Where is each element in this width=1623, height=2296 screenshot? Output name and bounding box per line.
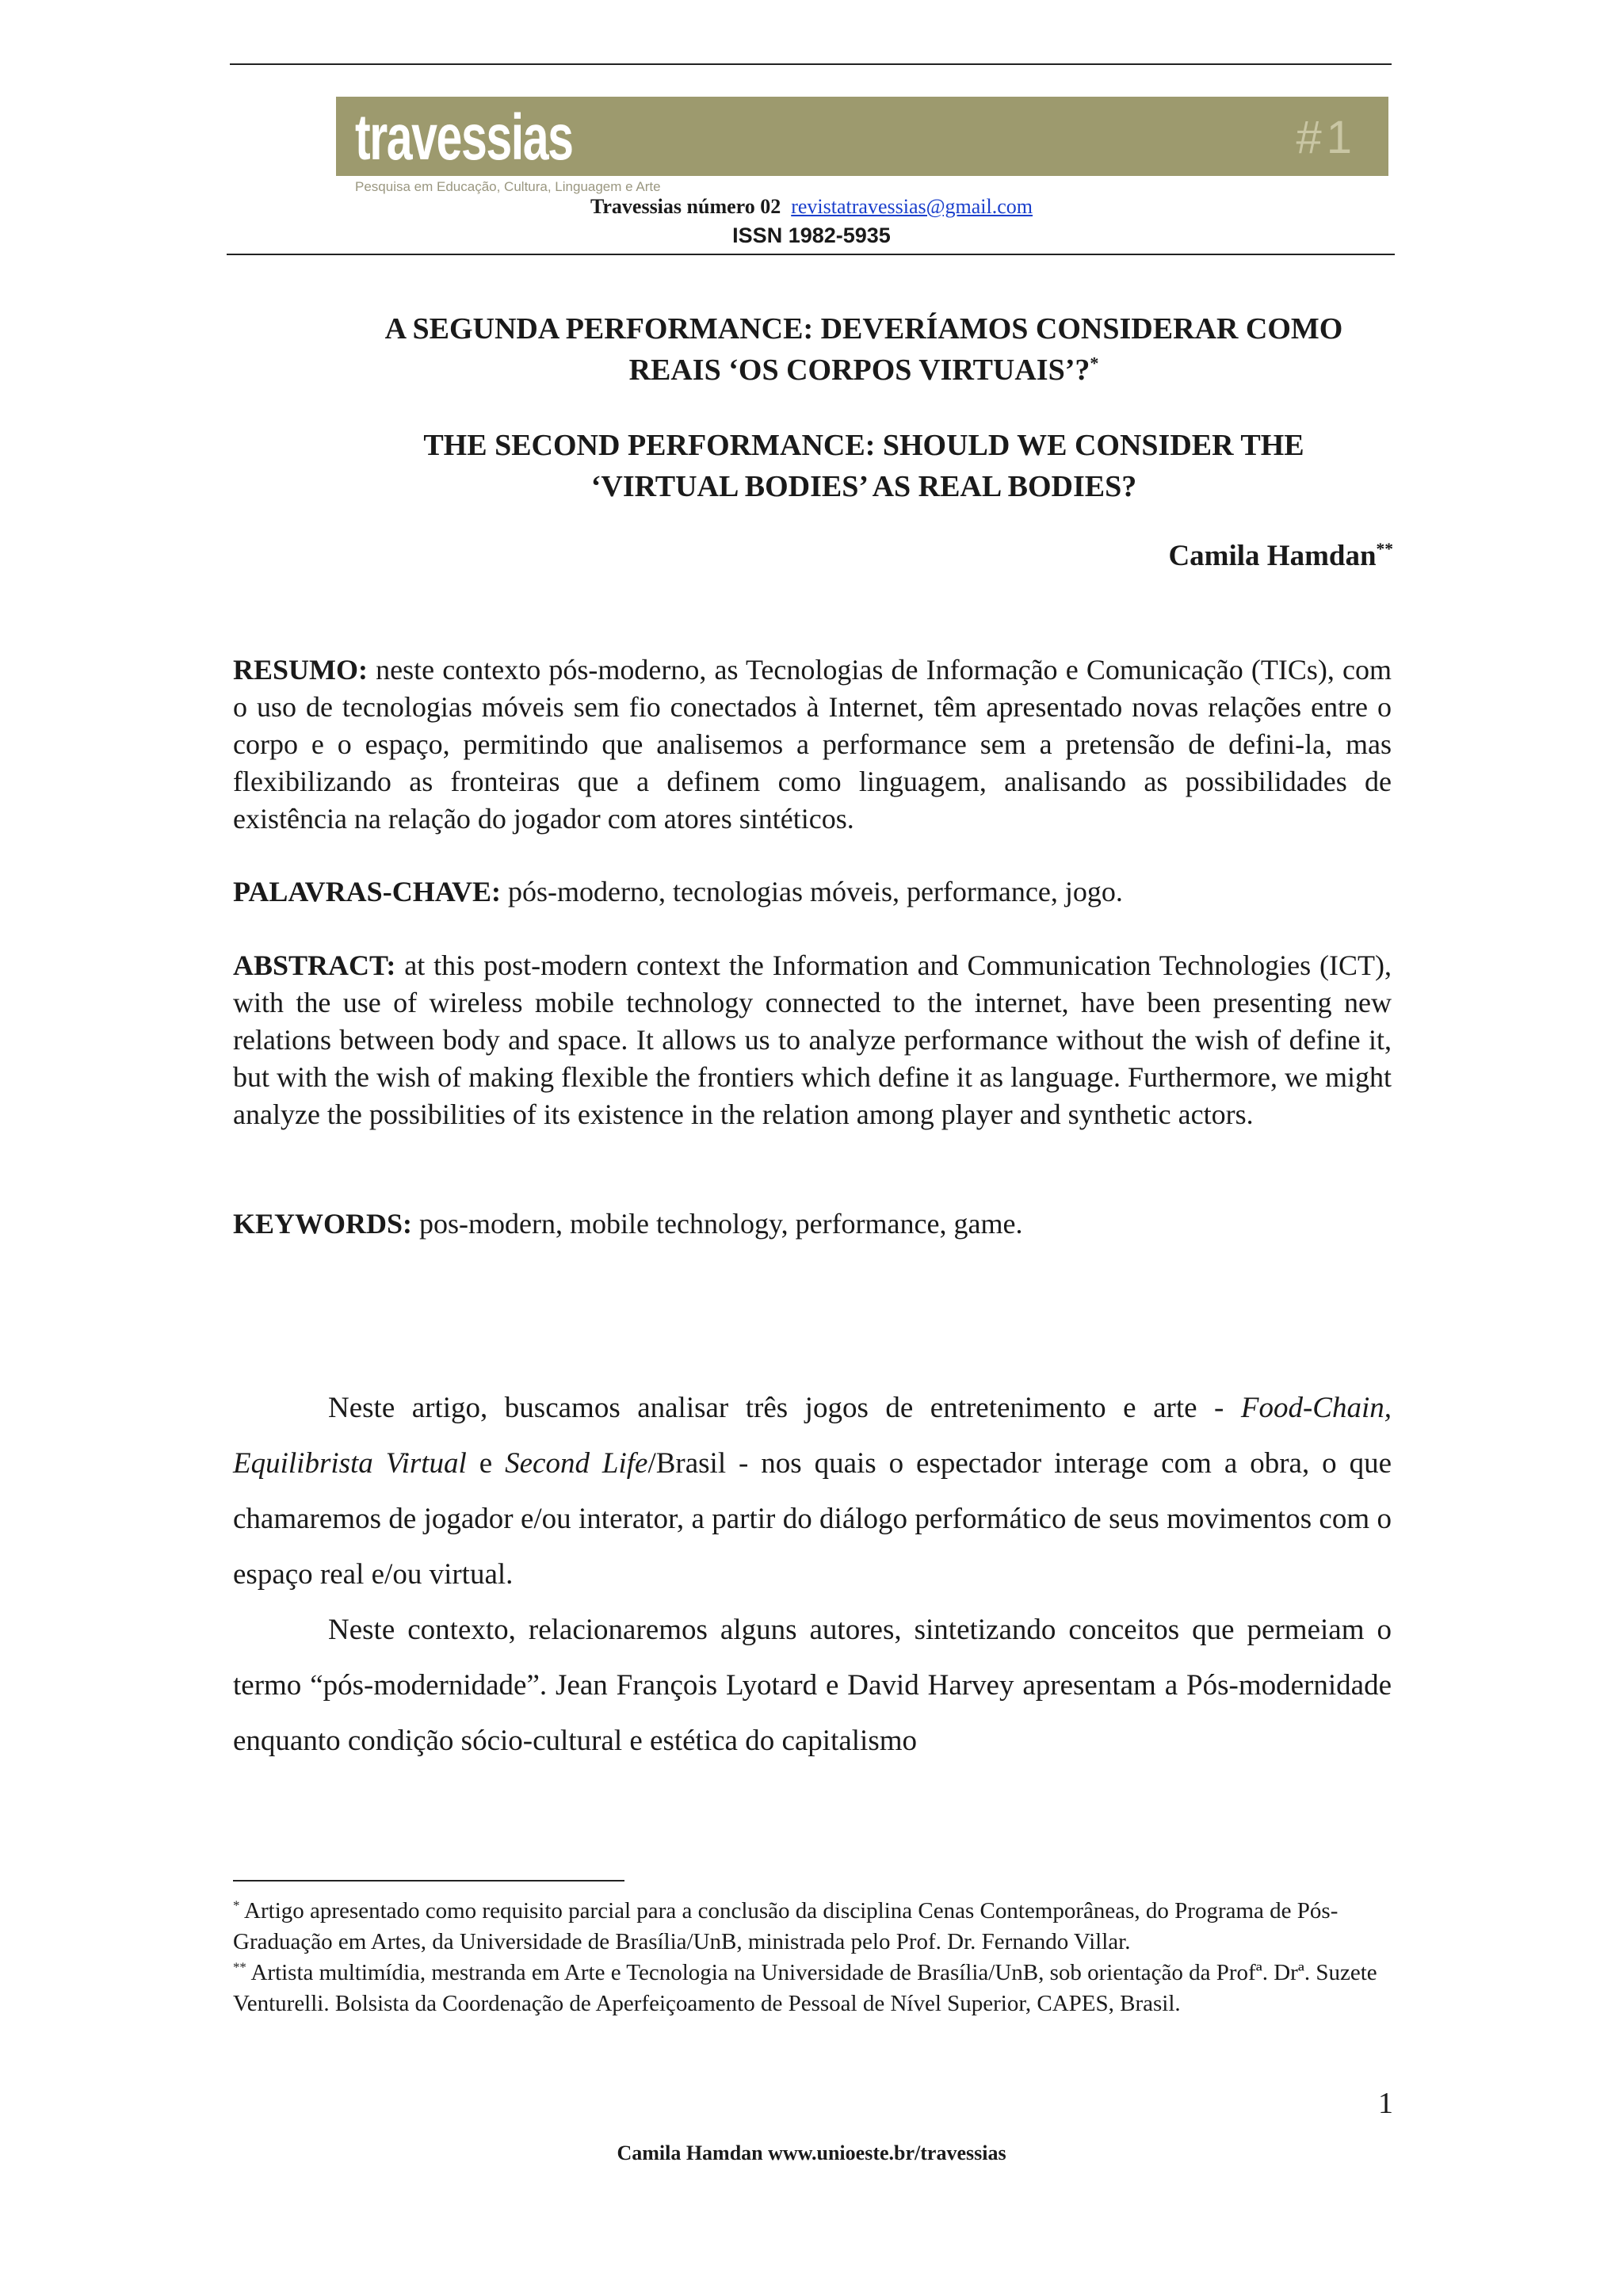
- header-bottom-rule: [227, 254, 1395, 255]
- abstract-label: ABSTRACT:: [233, 949, 396, 981]
- body-text: [233, 1381, 1392, 1769]
- title-pt: [301, 308, 1426, 391]
- footnotes: [233, 1896, 1392, 2019]
- body-paragraph-2: Neste contexto, relacionaremos alguns autores, sintetizando conceitos que permeiam o termo “pós-modernidade”. Jean François Lyotard e David Harvey apresentam a Pós-modernidade enquanto condição sócio-cultural e estética do capitalismo: [233, 1614, 1392, 1757]
- author-name: Camila Hamdan**: [1168, 539, 1393, 572]
- issn: ISSN 1982-5935: [732, 223, 891, 247]
- email-link[interactable]: revistatravessias@gmail.com: [791, 195, 1033, 218]
- abstract-text: at this post-modern context the Information and Communication Technologies (ICT), with the use of wireless mobile technology connected to the internet, have been presenting new relations between body and space. It allows us to analyze performance without the wish of define it, but with the wish of making flexible the frontiers which define it as language. Furthermore, we might analyze the possibilities of its existence in the relation among player and synthetic actors.: [233, 949, 1392, 1130]
- page-number: 1: [1378, 2087, 1393, 2120]
- author-footnote-mark: **: [1376, 539, 1393, 559]
- palavras-chave-text: pós-moderno, tecnologias móveis, performance, jogo.: [501, 876, 1123, 907]
- body-paragraph-1: Neste artigo, buscamos analisar três jogos de entretenimento e arte - Food-Chain, Equilibrista Virtual e Second Life/Brasil - nos quais o espectador interage com a obra, o que chamaremos de jogador e/ou interator, a partir do diálogo performático de seus movimentos com o espaço real e/ou virtual.: [233, 1392, 1392, 1591]
- title-en-line1: THE SECOND PERFORMANCE: SHOULD WE CONSIDER THE: [423, 429, 1304, 462]
- keywords: [233, 1205, 1392, 1243]
- title-en-line2: ‘VIRTUAL BODIES’ AS REAL BODIES?: [590, 470, 1137, 503]
- journal-number: Travessias número 02: [590, 195, 781, 218]
- resumo: [233, 651, 1392, 838]
- page-footer: Camila Hamdan www.unioeste.br/travessias: [617, 2141, 1006, 2164]
- keywords-label: KEYWORDS:: [233, 1208, 413, 1240]
- resumo-label: RESUMO:: [233, 654, 368, 686]
- title-pt-line1: A SEGUNDA PERFORMANCE: DEVERÍAMOS CONSIDERAR COMO: [384, 312, 1343, 346]
- journal-logo: travessias: [355, 101, 573, 174]
- journal-line: [0, 195, 1623, 219]
- palavras-chave: [233, 873, 1392, 911]
- footnote-separator: [233, 1880, 624, 1881]
- abstract: [233, 947, 1392, 1133]
- resumo-text: neste contexto pós-moderno, as Tecnologias de Informação e Comunicação (TICs), com o uso de tecnologias móveis sem fio conectados à Internet, têm apresentado novas relações entre o corpo e o espaço, permitindo que analisemos a performance sem a pretensão de defini-la, mas flexibilizando as fronteiras que a definem como linguagem, analisando as possibilidades de existência na relação do jogador com atores sintéticos.: [233, 654, 1392, 835]
- issue-mark: #1: [1296, 112, 1357, 163]
- header-top-rule: [230, 63, 1392, 65]
- journal-tagline: Pesquisa em Educação, Cultura, Linguagem e Arte: [355, 179, 661, 194]
- footnote-2: ** Artista multimídia, mestranda em Arte e Tecnologia na Universidade de Brasília/UnB, sob orientação da Profª. Drª. Suzete Venturelli. Bolsista da Coordenação de Aperfeiçoamento de Pessoal de Nível Superior, CAPES, Brasil.: [233, 1959, 1377, 2016]
- title-footnote-mark: *: [1090, 353, 1099, 373]
- title-pt-line2: REAIS ‘OS CORPOS VIRTUAIS’?*: [628, 353, 1099, 387]
- keywords-text: pos-modern, mobile technology, performance, game.: [412, 1208, 1023, 1240]
- palavras-chave-label: PALAVRAS-CHAVE:: [233, 876, 502, 907]
- footnote-1: * Artigo apresentado como requisito parcial para a conclusão da disciplina Cenas Contemporâneas, do Programa de Pós-Graduação em Artes, da Universidade de Brasília/UnB, ministrada pelo Prof. Dr. Fernando Villar.: [233, 1897, 1338, 1954]
- title-en: [301, 425, 1426, 507]
- journal-banner: [336, 97, 1388, 176]
